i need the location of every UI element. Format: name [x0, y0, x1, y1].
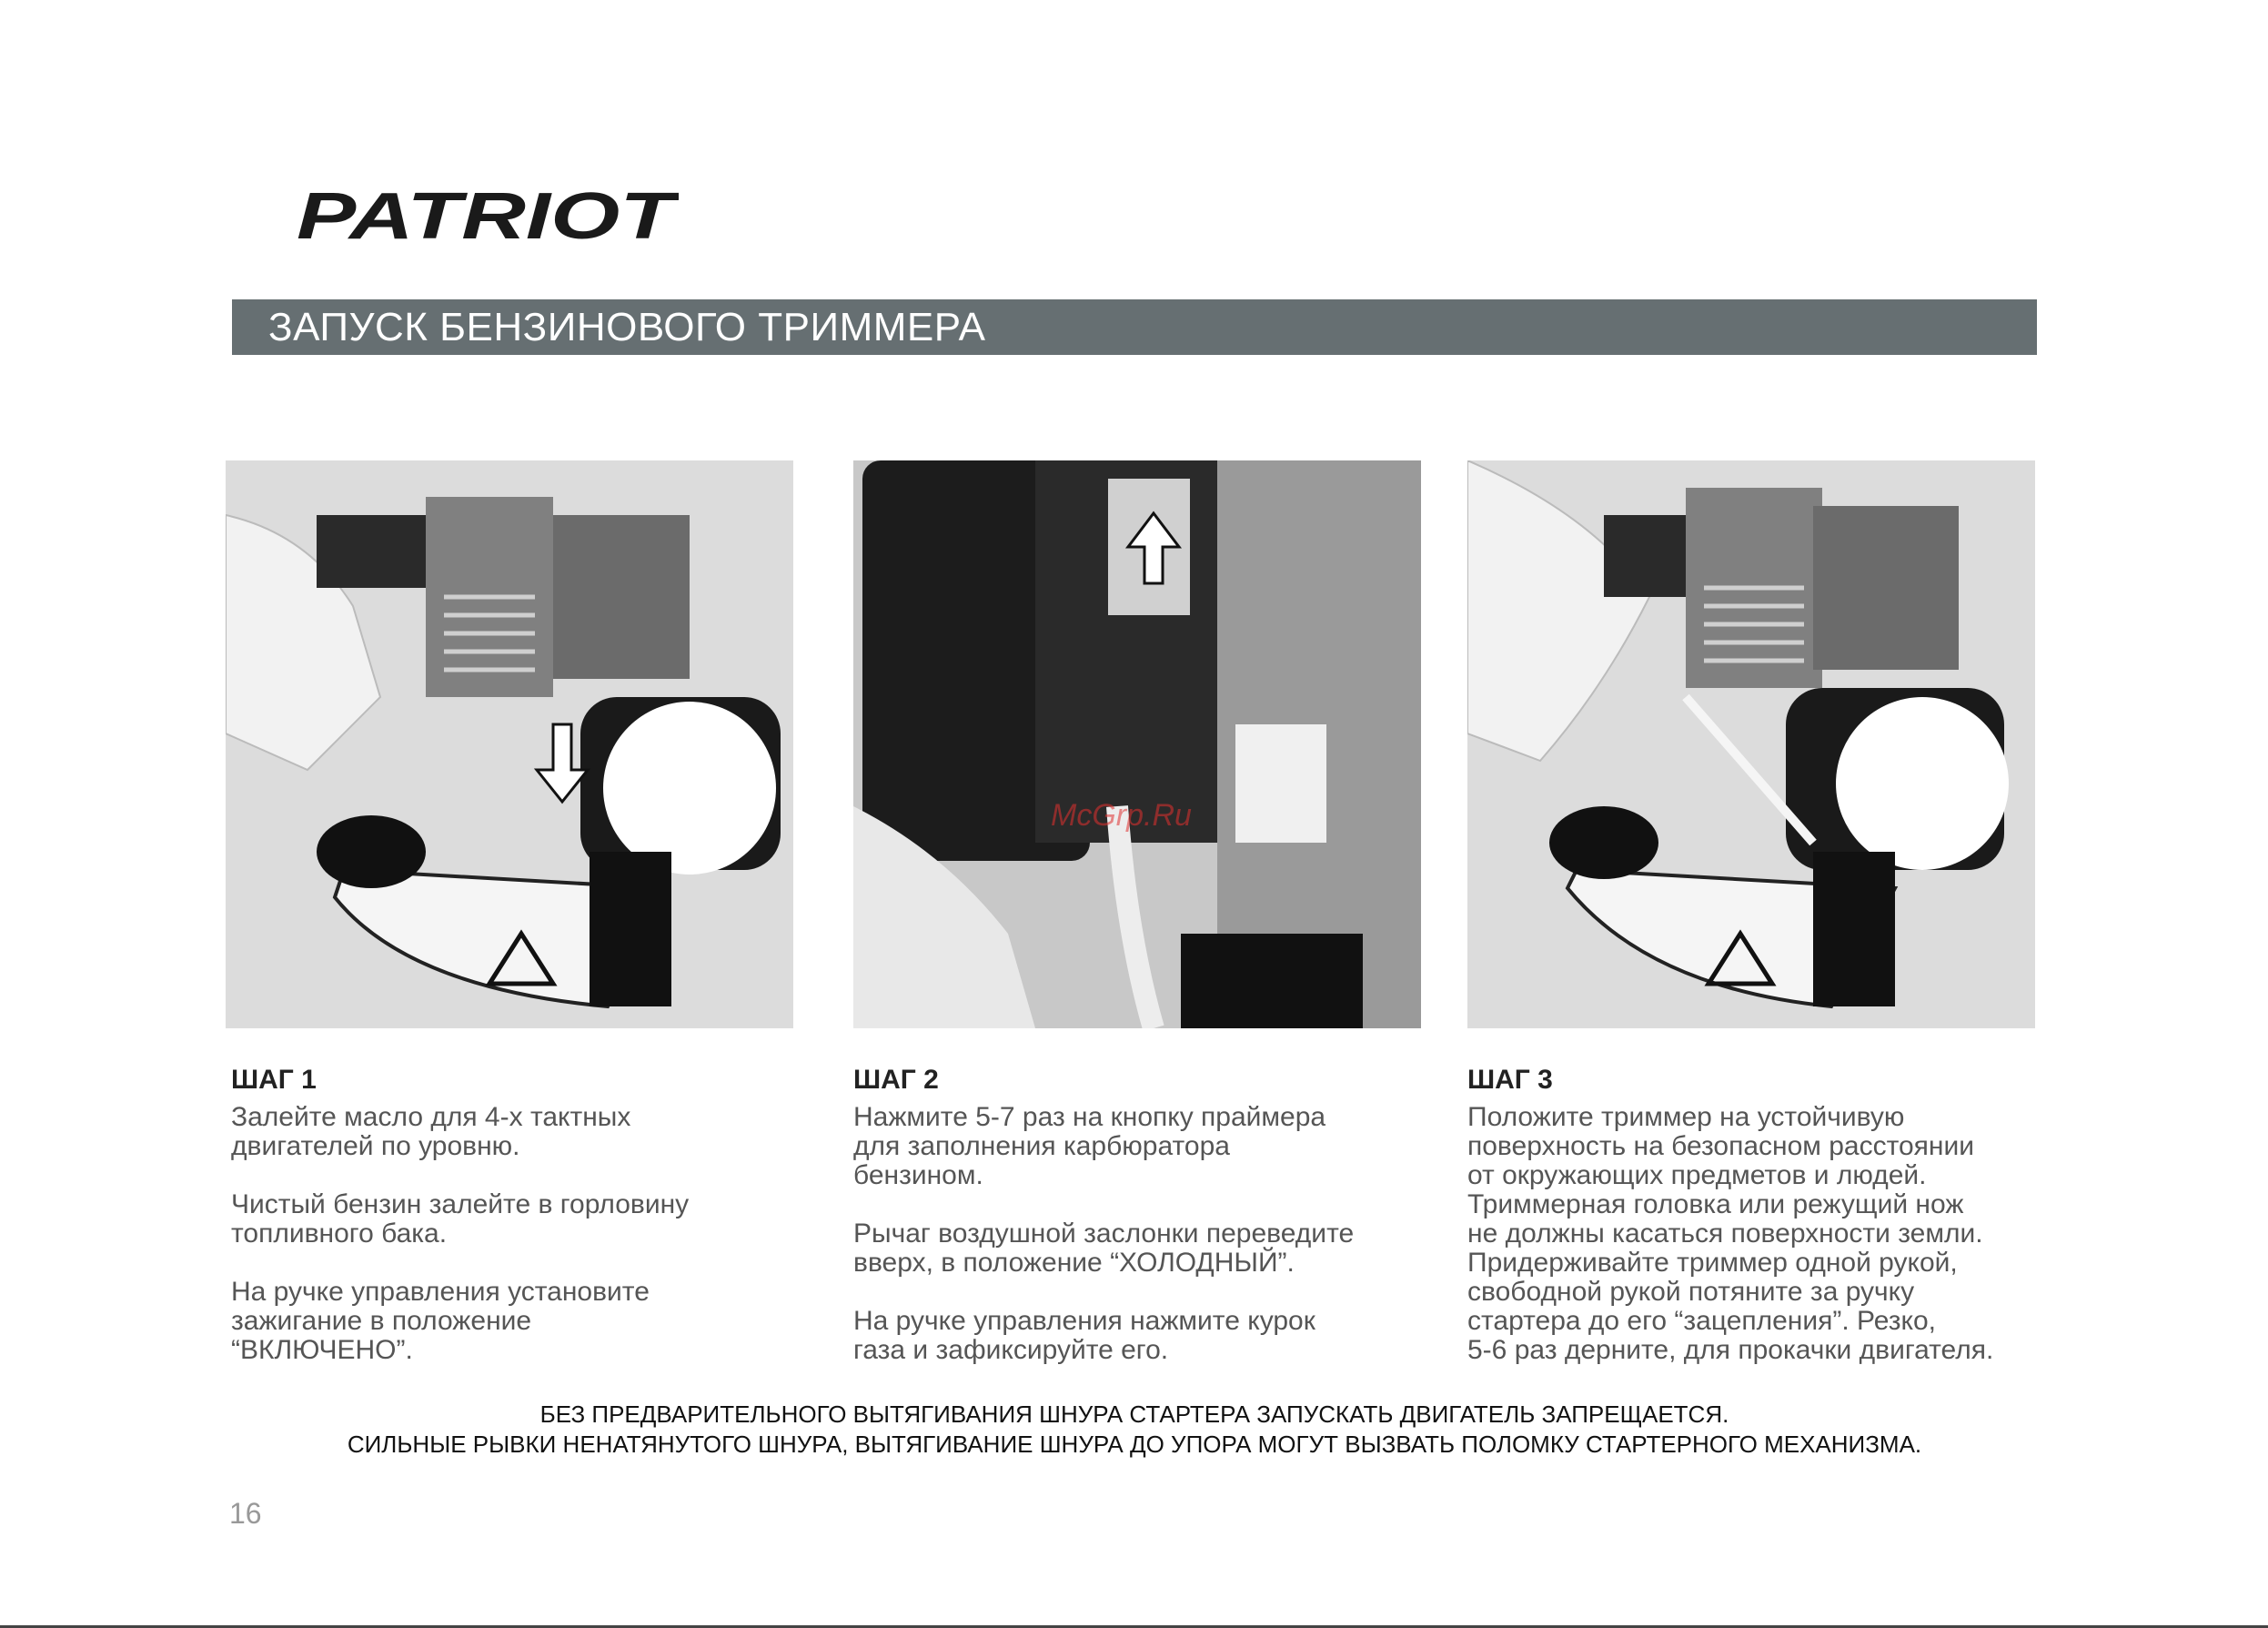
warning-line-2: СИЛЬНЫЕ РЫВКИ НЕНАТЯНУТОГО ШНУРА, ВЫТЯГИВАНИЕ ШНУРА ДО УПОРА МОГУТ ВЫЗВАТЬ ПОЛОМКУ СТАРТЕРНОГО МЕХАНИЗМА. [347, 1431, 1922, 1458]
step3-title: ШАГ 3 [1467, 1065, 1553, 1095]
step2-text-3: На ручке управления нажмите курок газа и зафиксируйте его. [853, 1306, 1315, 1365]
step2-text-1: Нажмите 5-7 раз на кнопку праймера для заполнения карбюратора бензином. [853, 1102, 1326, 1190]
patriot-logo [297, 182, 679, 249]
step2-illustration [853, 460, 1421, 1028]
page-number: 16 [229, 1497, 262, 1530]
logo-text: PATRIOT [297, 182, 679, 249]
step3-illustration [1467, 460, 2035, 1028]
step2-photo [853, 460, 1421, 1028]
logo-wordmark [297, 182, 679, 249]
step1-text-2: Чистый бензин залейте в горловину топливного бака. [231, 1189, 690, 1249]
step2-text-2: Рычаг воздушной заслонки переведите вверх, в положение “ХОЛОДНЫЙ”. [853, 1218, 1355, 1278]
step1-text-3: На ручке управления установите зажигание в положение “ВКЛЮЧЕНО”. [231, 1277, 650, 1365]
step2-column [853, 1065, 1472, 1394]
step1-title: ШАГ 1 [231, 1065, 317, 1095]
step1-text-1: Залейте масло для 4-х тактных двигателей по уровню. [231, 1102, 631, 1161]
step1-illustration [226, 460, 793, 1028]
step3-photo [1467, 460, 2035, 1028]
step2-title: ШАГ 2 [853, 1065, 939, 1095]
warning-notice [232, 1400, 2037, 1460]
step1-column [231, 1065, 850, 1394]
step3-text-1: Положите триммер на устойчивую поверхность на безопасном расстоянии от окружающих предметов и людей. Триммерная головка или режущий нож не должны касаться поверхности земли. Придерживайте триммер одной рукой, свободной рукой потяните за ручку стартера до его “зацепления”. Резко, 5-6 раз дерните, для прокачки двигателя. [1467, 1102, 1994, 1365]
section-title-bar [232, 299, 2037, 355]
step1-photo [226, 460, 793, 1028]
page-title: ЗАПУСК БЕНЗИНОВОГО ТРИММЕРА [268, 304, 986, 349]
warning-line-1: БЕЗ ПРЕДВАРИТЕЛЬНОГО ВЫТЯГИВАНИЯ ШНУРА СТАРТЕРА ЗАПУСКАТЬ ДВИГАТЕЛЬ ЗАПРЕЩАЕТСЯ. [539, 1400, 1729, 1428]
watermark-text: McGrp.Ru [1051, 798, 1192, 833]
step3-column [1467, 1065, 2086, 1394]
